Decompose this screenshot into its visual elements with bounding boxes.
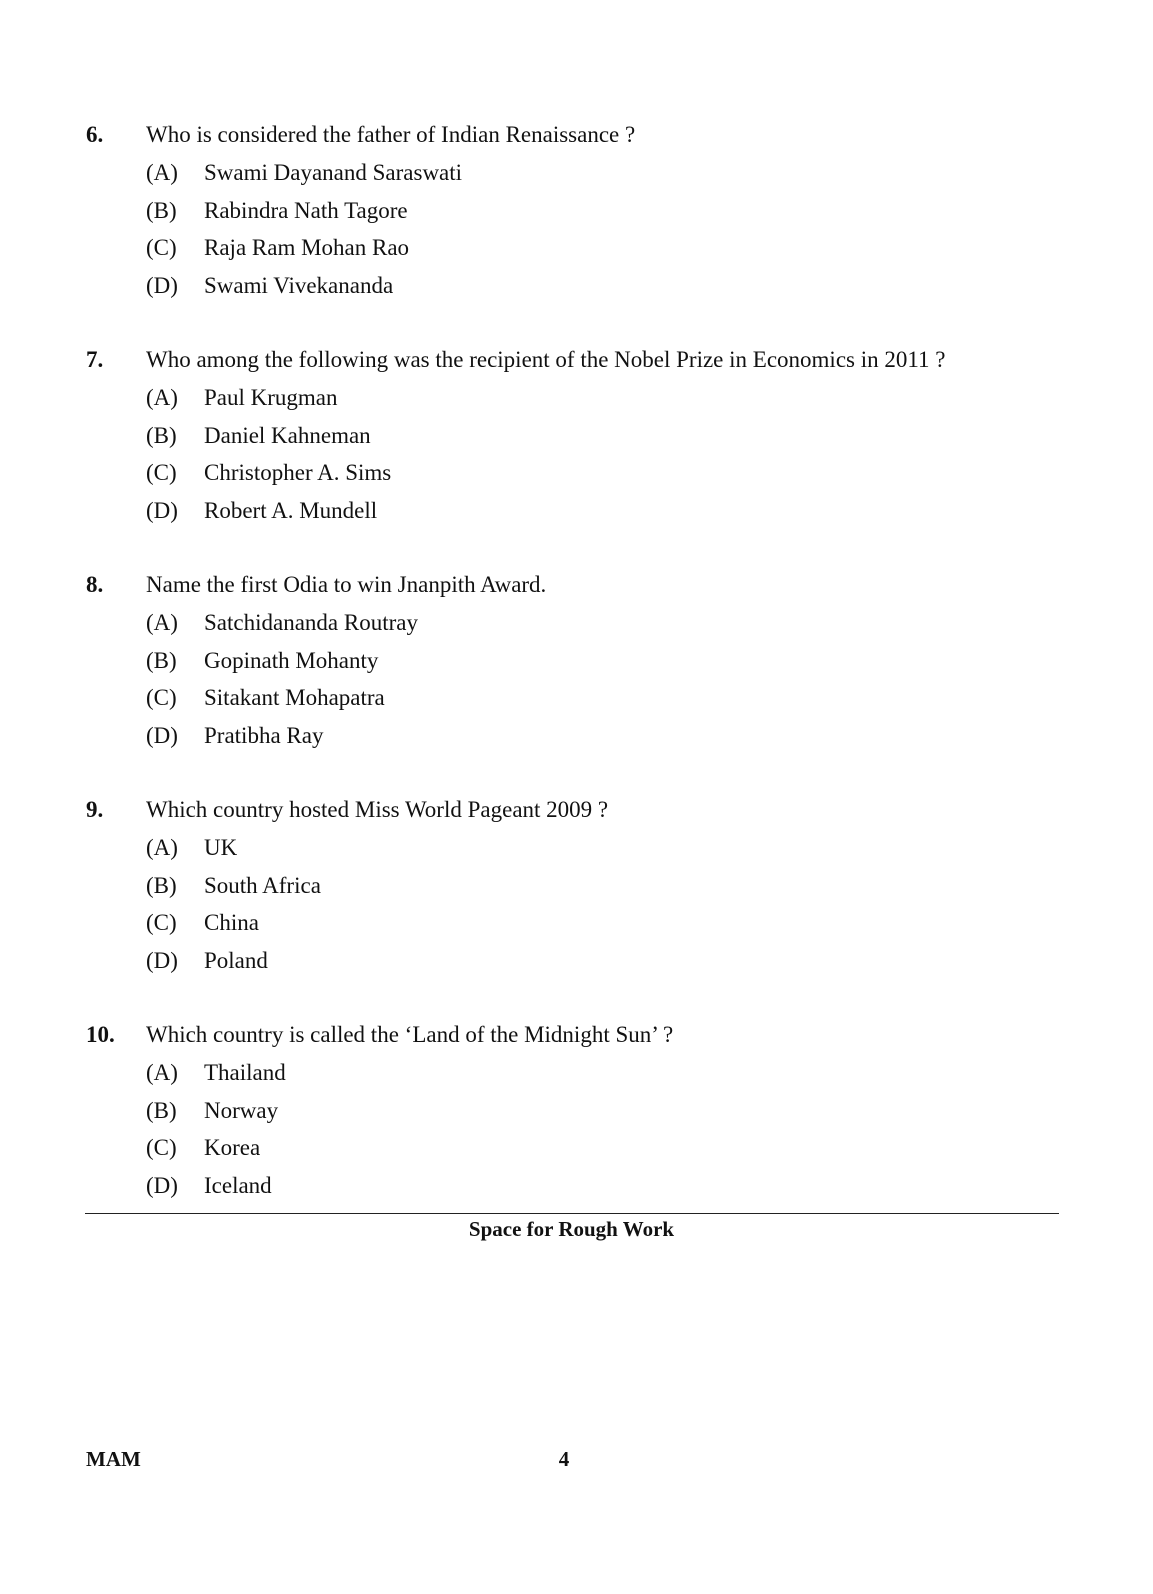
option-letter: (A)	[146, 385, 178, 410]
rough-work-heading: Space for Rough Work	[468, 1217, 675, 1241]
option-text: Robert A. Mundell	[204, 497, 378, 523]
option-b	[86, 192, 1066, 230]
question-stem	[86, 1016, 1066, 1054]
option-text: Christopher A. Sims	[204, 460, 392, 485]
option-text: Norway	[204, 1097, 279, 1123]
option-text: Swami Vivekananda	[204, 272, 394, 298]
option-letter: (C)	[146, 235, 177, 260]
option-text: Raja Ram Mohan Rao	[204, 235, 410, 260]
option-letter: (D)	[146, 1172, 178, 1198]
page-number: 4	[558, 1447, 570, 1471]
question-stem	[86, 341, 1066, 379]
option-letter: (C)	[146, 460, 177, 485]
option-letter: (A)	[146, 1060, 178, 1085]
option-d	[86, 942, 1066, 980]
option-letter: (D)	[146, 947, 178, 973]
option-letter: (C)	[146, 1135, 177, 1160]
option-text: Thailand	[204, 1060, 286, 1085]
option-b	[86, 642, 1066, 680]
question-stem	[86, 566, 1066, 604]
question-text: Name the first Odia to win Jnanpith Award.	[146, 572, 547, 597]
option-text: Paul Krugman	[204, 385, 338, 410]
option-a	[86, 154, 1066, 192]
question-text: Which country hosted Miss World Pageant 2009 ?	[146, 797, 609, 822]
option-letter: (A)	[146, 160, 178, 185]
option-c	[86, 229, 1066, 267]
question-7	[86, 341, 1066, 529]
option-a	[86, 829, 1066, 867]
option-d	[86, 1167, 1066, 1205]
option-letter: (D)	[146, 722, 178, 748]
option-letter: (B)	[146, 647, 177, 673]
option-text: Korea	[204, 1135, 261, 1160]
question-number: 7.	[86, 347, 104, 372]
paper-code: MAM	[86, 1447, 141, 1471]
option-text: Poland	[204, 947, 268, 973]
option-a	[86, 379, 1066, 417]
option-letter: (D)	[146, 272, 178, 298]
question-8	[86, 566, 1066, 754]
option-text: South Africa	[204, 872, 321, 898]
option-a	[86, 1054, 1066, 1092]
question-9	[86, 791, 1066, 979]
question-stem	[86, 791, 1066, 829]
option-letter: (A)	[146, 835, 178, 860]
option-text: Pratibha Ray	[204, 722, 324, 748]
option-text: Sitakant Mohapatra	[204, 685, 385, 710]
option-c	[86, 679, 1066, 717]
option-text: Iceland	[204, 1172, 272, 1198]
option-text: Daniel Kahneman	[204, 422, 371, 448]
option-text: Rabindra Nath Tagore	[204, 197, 408, 223]
question-text: Who is considered the father of Indian Renaissance ?	[146, 122, 636, 147]
option-a	[86, 604, 1066, 642]
option-letter: (A)	[146, 610, 178, 635]
question-number: 9.	[86, 797, 104, 822]
option-letter: (B)	[146, 872, 177, 898]
question-number: 10.	[86, 1022, 115, 1047]
option-c	[86, 904, 1066, 942]
option-letter: (B)	[146, 422, 177, 448]
option-c	[86, 1129, 1066, 1167]
option-b	[86, 417, 1066, 455]
option-text: UK	[204, 835, 238, 860]
option-letter: (C)	[146, 910, 177, 935]
option-letter: (B)	[146, 1097, 177, 1123]
option-letter: (C)	[146, 685, 177, 710]
option-text: Gopinath Mohanty	[204, 647, 379, 673]
option-text: China	[204, 910, 259, 935]
question-10	[86, 1016, 1066, 1204]
option-d	[86, 492, 1066, 530]
option-b	[86, 1092, 1066, 1130]
option-letter: (D)	[146, 497, 178, 523]
question-number: 6.	[86, 122, 104, 147]
option-letter: (B)	[146, 197, 177, 223]
option-d	[86, 717, 1066, 755]
option-text: Swami Dayanand Saraswati	[204, 160, 463, 185]
option-c	[86, 454, 1066, 492]
question-stem	[86, 116, 1066, 154]
question-text: Which country is called the ‘Land of the Midnight Sun’ ?	[146, 1022, 674, 1047]
question-6	[86, 116, 1066, 304]
option-d	[86, 267, 1066, 305]
question-text: Who among the following was the recipient of the Nobel Prize in Economics in 2011 ?	[146, 347, 946, 372]
option-text: Satchidananda Routray	[204, 610, 418, 635]
option-b	[86, 867, 1066, 905]
question-number: 8.	[86, 572, 104, 597]
